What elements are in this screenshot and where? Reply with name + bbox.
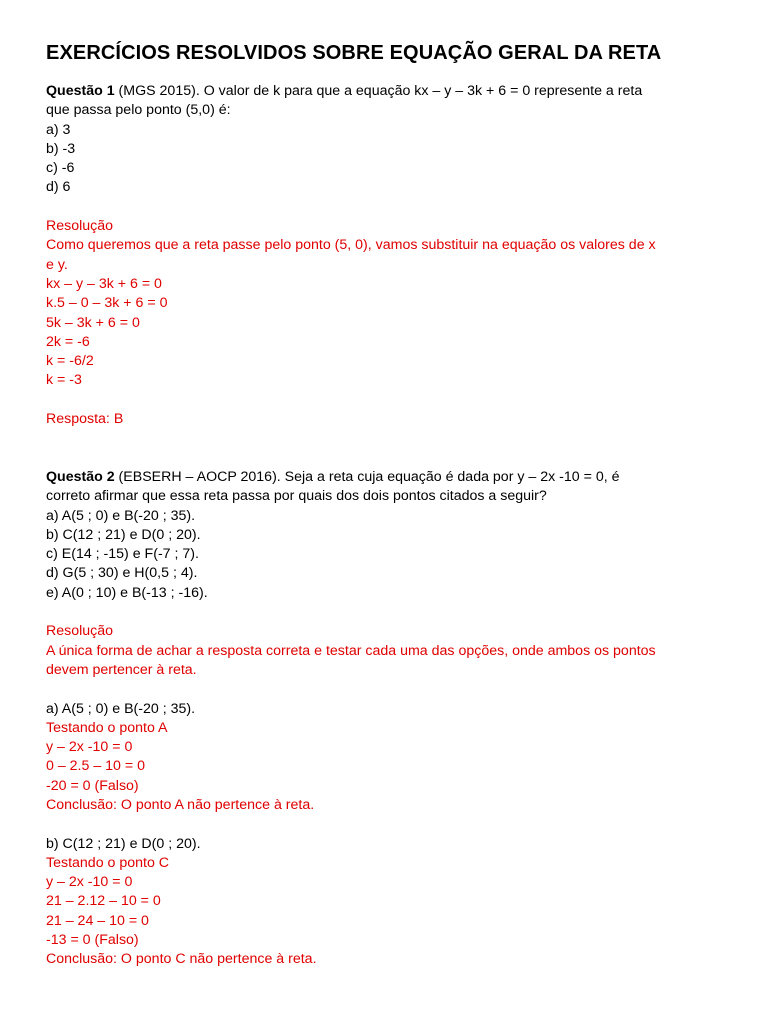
resolution-explanation: A única forma de achar a resposta correta e testar cada uma das opções, onde ambos os pontos bbox=[46, 642, 656, 659]
test-conclusion: Conclusão: O ponto A não pertence à reta. bbox=[46, 796, 315, 813]
test-heading: Testando o ponto A bbox=[46, 719, 168, 736]
resolution-label: Resolução bbox=[46, 218, 114, 235]
question-2-label: Questão 2 bbox=[46, 468, 115, 485]
question-1-option-a: a) 3 bbox=[46, 121, 71, 138]
question-2-option-d: d) G(5 ; 30) e H(0,5 ; 4). bbox=[46, 565, 198, 582]
question-1-option-d: d) 6 bbox=[46, 179, 71, 196]
resolution-step: k = -3 bbox=[46, 372, 82, 389]
question-2-text-cont: correto afirmar que essa reta passa por quais dos dois pontos citados a seguir? bbox=[46, 488, 547, 505]
test-step: -13 = 0 (Falso) bbox=[46, 932, 139, 949]
question-2 bbox=[46, 468, 726, 603]
resolution-step: kx – y – 3k + 6 = 0 bbox=[46, 275, 162, 292]
test-step: 0 – 2.5 – 10 = 0 bbox=[46, 758, 146, 775]
question-2-option-a: a) A(5 ; 0) e B(-20 ; 35). bbox=[46, 507, 196, 524]
question-1-option-c: c) -6 bbox=[46, 160, 75, 177]
resolution-step: k.5 – 0 – 3k + 6 = 0 bbox=[46, 295, 168, 312]
test-conclusion: Conclusão: O ponto C não pertence à reta. bbox=[46, 951, 317, 968]
test-option-a-label: a) A(5 ; 0) e B(-20 ; 35). bbox=[46, 700, 196, 717]
question-1-label: Questão 1 bbox=[46, 83, 115, 99]
test-step: 21 – 2.12 – 10 = 0 bbox=[46, 893, 161, 910]
question-2-statement bbox=[46, 468, 726, 487]
test-step: y – 2x -10 = 0 bbox=[46, 874, 133, 891]
question-2-option-e: e) A(0 ; 10) e B(-13 ; -16). bbox=[46, 584, 208, 601]
question-2-option-b: b) C(12 ; 21) e D(0 ; 20). bbox=[46, 526, 201, 543]
question-1 bbox=[46, 82, 726, 198]
test-step: y – 2x -10 = 0 bbox=[46, 739, 133, 756]
page-title: EXERCÍCIOS RESOLVIDOS SOBRE EQUAÇÃO GERAL DA RETA bbox=[46, 42, 662, 64]
test-option-a bbox=[46, 700, 726, 816]
resolution-step: k = -6/2 bbox=[46, 353, 94, 370]
test-step: 21 – 24 – 10 = 0 bbox=[46, 912, 149, 929]
resolution-step: 2k = -6 bbox=[46, 333, 90, 350]
resolution-step: 5k – 3k + 6 = 0 bbox=[46, 314, 140, 331]
question-1-resolution bbox=[46, 217, 726, 429]
question-2-option-c: c) E(14 ; -15) e F(-7 ; 7). bbox=[46, 546, 199, 563]
document-page bbox=[46, 40, 726, 970]
resolution-label: Resolução bbox=[46, 623, 114, 640]
resolution-answer: Resposta: B bbox=[46, 411, 124, 428]
question-1-option-b: b) -3 bbox=[46, 140, 76, 157]
test-heading: Testando o ponto C bbox=[46, 854, 170, 871]
resolution-explanation: Como queremos que a reta passe pelo ponto (5, 0), vamos substituir na equação os valores de x bbox=[46, 237, 656, 254]
question-2-resolution bbox=[46, 622, 726, 680]
resolution-explanation-cont: devem pertencer à reta. bbox=[46, 661, 197, 678]
test-option-b-label: b) C(12 ; 21) e D(0 ; 20). bbox=[46, 835, 201, 852]
question-2-text: (EBSERH – AOCP 2016). Seja a reta cuja equação é dada por y – 2x -10 = 0, é bbox=[114, 468, 620, 485]
test-option-b bbox=[46, 835, 726, 970]
question-1-text: (MGS 2015). O valor de k para que a equação kx – y – 3k + 6 = 0 represente a reta bbox=[114, 83, 643, 99]
question-1-statement bbox=[46, 82, 726, 101]
question-1-text-cont: que passa pelo ponto (5,0) é: bbox=[46, 102, 231, 119]
test-step: -20 = 0 (Falso) bbox=[46, 777, 139, 794]
resolution-explanation-cont: e y. bbox=[46, 256, 68, 273]
